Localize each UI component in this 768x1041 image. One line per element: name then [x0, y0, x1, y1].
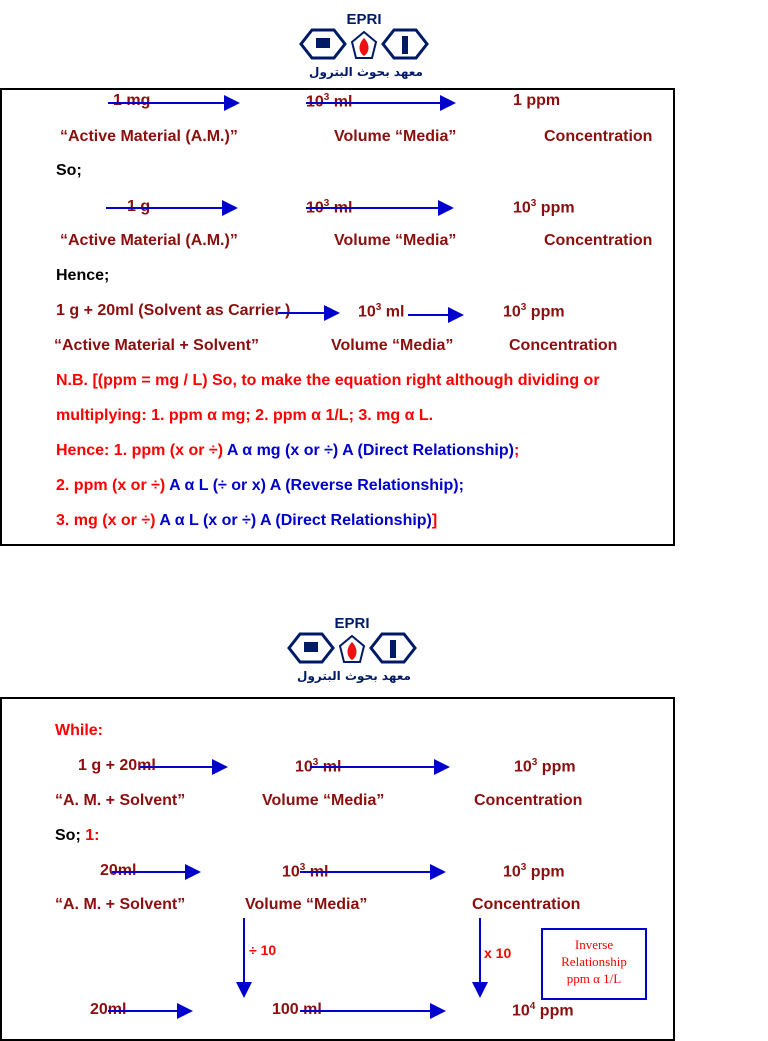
s1-label3-conc: Concentration	[509, 337, 618, 354]
s2-multiply-label: x 10	[484, 945, 512, 961]
svg-text:معهد بحوث البترول: معهد بحوث البترول	[297, 669, 411, 683]
s1-label3-volume: Volume “Media”	[331, 337, 454, 354]
s2-row3-volume: 100 ml	[272, 1001, 322, 1018]
svg-text:EPRI: EPRI	[346, 11, 382, 28]
s1-row1-volume: $10^3$ ml	[306, 92, 353, 111]
s1-nb-line1: N.B. [(ppm = mg / L) So, to make the equation right although dividing or	[56, 372, 600, 389]
s1-label-volume: Volume “Media”	[334, 128, 457, 145]
s1-hence-line1: Hence: 1. ppm (x or ÷) A α mg (x or ÷) A (Direct Relationship);	[56, 442, 520, 459]
s2-row1-volume: $10^3$ ml	[295, 757, 342, 776]
s1-label-am: “Active Material (A.M.)”	[60, 128, 238, 145]
s1-nb-line2: multiplying: 1. ppm α mg; 2. ppm α 1/L; 3. mg α L.	[56, 407, 434, 424]
s1-hence: Hence;	[56, 267, 110, 284]
s1-label3-am: “Active Material + Solvent”	[54, 337, 259, 354]
s2-label1-conc: Concentration	[474, 792, 583, 809]
inverse-line2: Relationship	[561, 954, 627, 969]
s2-row2-mass: 20ml	[100, 862, 137, 879]
svg-text:معهد بحوث البترول: معهد بحوث البترول	[309, 65, 423, 79]
inverse-line3: ppm α 1/L	[566, 971, 622, 986]
s2-row1-mass: 1 g + 20ml	[78, 757, 156, 774]
s1-label2-conc: Concentration	[544, 232, 653, 249]
s1-row1-mass: 1 mg	[113, 92, 151, 109]
s2-label2-volume: Volume “Media”	[245, 896, 368, 913]
s1-row3-conc: $10^3$ ppm	[503, 302, 565, 321]
s2-divide-label: ÷ 10	[249, 942, 277, 958]
s2-label2-am: “A. M. + Solvent”	[55, 896, 186, 913]
inverse-relationship-box	[541, 928, 647, 1000]
s1-hence-line2: 2. ppm (x or ÷) A α L (÷ or x) A (Reverse Relationship);	[56, 477, 464, 494]
s1-row2-volume: $10^3$ ml	[306, 198, 353, 217]
inverse-line1: Inverse	[574, 937, 614, 952]
s2-label1-am: “A. M. + Solvent”	[55, 792, 186, 809]
svg-text:EPRI: EPRI	[334, 615, 370, 632]
s2-while: While:	[55, 722, 103, 739]
s2-label2-conc: Concentration	[472, 896, 581, 913]
epri-logo	[296, 8, 432, 84]
s2-row2-volume: $10^3$ ml	[282, 862, 329, 881]
s2-label1-volume: Volume “Media”	[262, 792, 385, 809]
epri-logo-2	[284, 612, 420, 688]
s1-row2-mass: 1 g	[127, 198, 151, 215]
s1-label2-am: “Active Material (A.M.)”	[60, 232, 238, 249]
s2-row3-conc: $10^4$ ppm	[512, 1001, 574, 1020]
s1-row2-conc: $10^3$ ppm	[513, 198, 575, 217]
s2-row3-mass: 20ml	[90, 1001, 127, 1018]
s2-so: So; 1:	[55, 827, 100, 844]
s1-so: So;	[56, 162, 82, 179]
s1-label2-volume: Volume “Media”	[334, 232, 457, 249]
s1-label-conc: Concentration	[544, 128, 653, 145]
s1-row3-mass: 1 g + 20ml (Solvent as Carrier )	[56, 302, 291, 319]
s2-row2-conc: $10^3$ ppm	[503, 862, 565, 881]
s1-row3-volume: $10^3$ ml	[358, 302, 405, 321]
s1-hence-line3: 3. mg (x or ÷) A α L (x or ÷) A (Direct Relationship)]	[56, 512, 438, 529]
s1-row1-conc: 1 ppm	[513, 92, 561, 109]
s2-row1-conc: $10^3$ ppm	[514, 757, 576, 776]
